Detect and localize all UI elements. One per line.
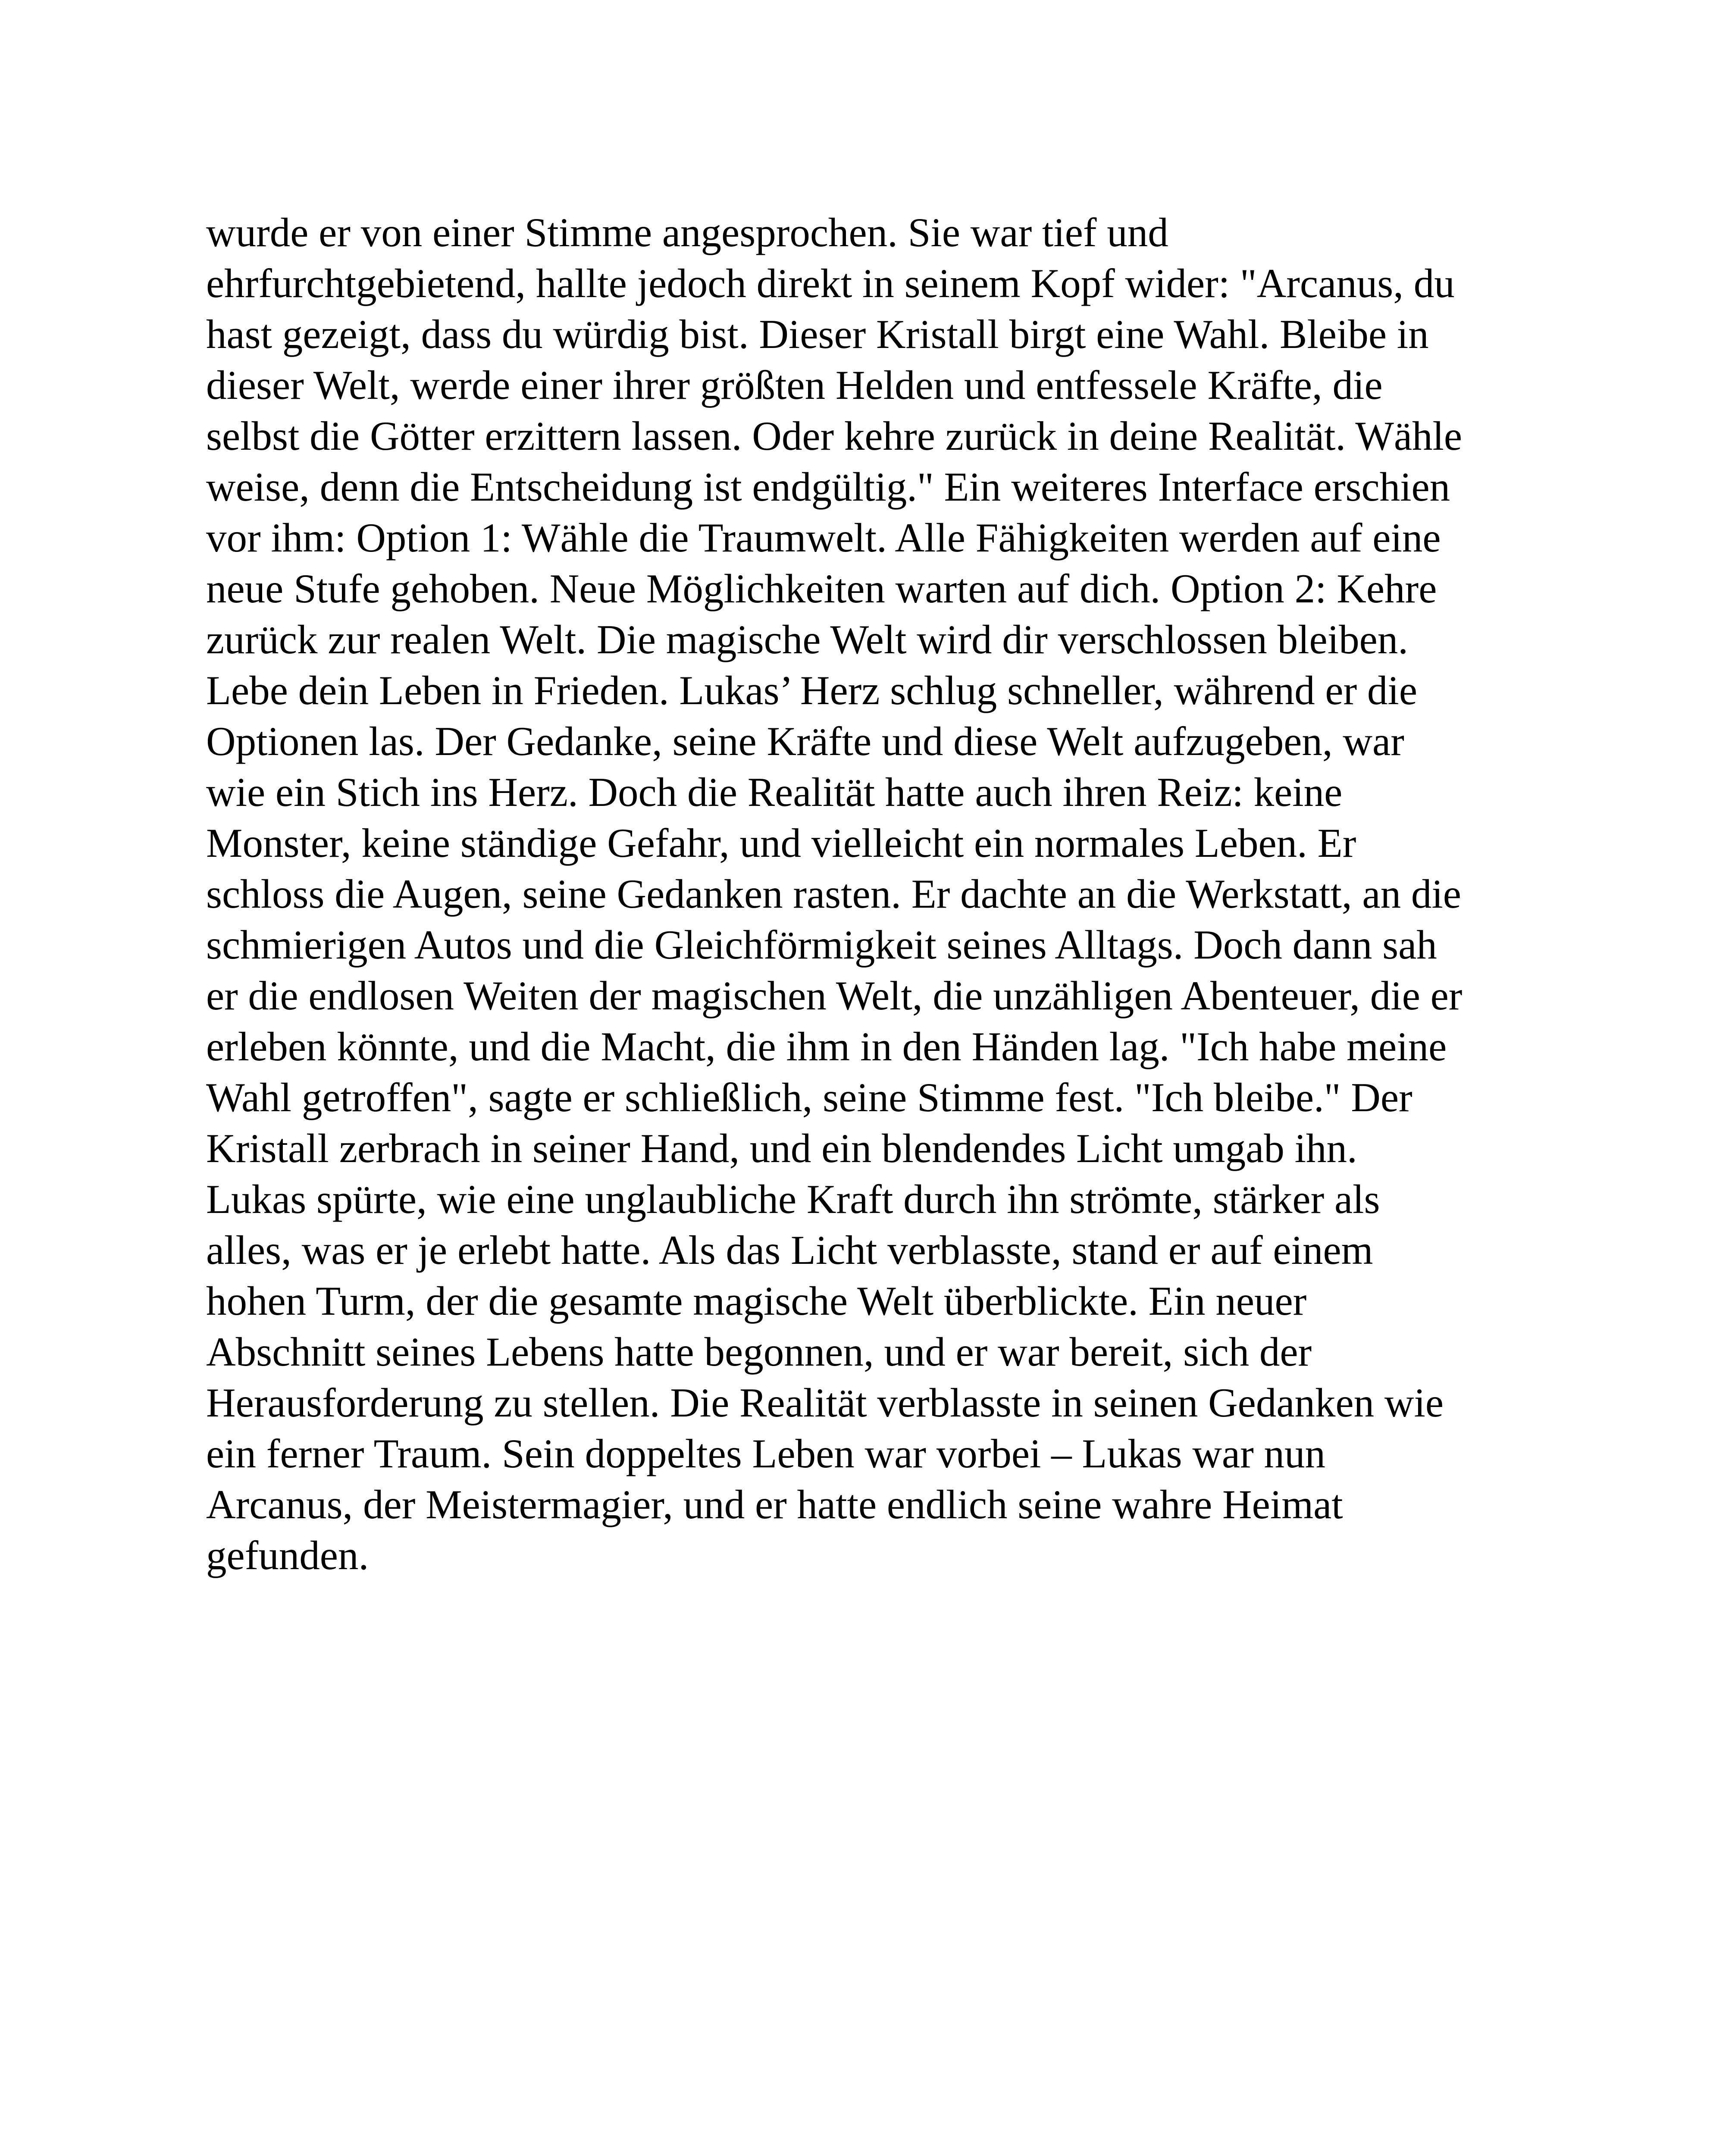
text-line: schloss die Augen, seine Gedanken rasten. Er dachte an die Werkstatt, an die <box>206 871 1461 917</box>
text-line: wurde er von einer Stimme angesprochen. Sie war tief und <box>206 210 1168 255</box>
text-line: schmierigen Autos und die Gleichförmigkeit seines Alltags. Doch dann sah <box>206 922 1437 968</box>
text-line: hast gezeigt, dass du würdig bist. Dieser Kristall birgt eine Wahl. Bleibe in <box>206 311 1429 357</box>
text-line: neue Stufe gehoben. Neue Möglichkeiten warten auf dich. Option 2: Kehre <box>206 566 1437 611</box>
text-line: zurück zur realen Welt. Die magische Welt wird dir verschlossen bleiben. <box>206 617 1409 662</box>
text-line: alles, was er je erlebt hatte. Als das Licht verblasste, stand er auf einem <box>206 1227 1373 1273</box>
text-line: Lebe dein Leben in Frieden. Lukas’ Herz schlug schneller, während er die <box>206 667 1417 713</box>
body-paragraph <box>206 207 1586 1581</box>
text-line: er die endlosen Weiten der magischen Welt, die unzähligen Abenteuer, die er <box>206 973 1463 1018</box>
text-line: Lukas spürte, wie eine unglaubliche Kraft durch ihn strömte, stärker als <box>206 1176 1380 1222</box>
text-line: erleben könnte, und die Macht, die ihm in den Händen lag. "Ich habe meine <box>206 1024 1447 1069</box>
text-line: Arcanus, der Meistermagier, und er hatte endlich seine wahre Heimat <box>206 1482 1343 1527</box>
text-line: hohen Turm, der die gesamte magische Welt überblickte. Ein neuer <box>206 1278 1307 1324</box>
text-line: Monster, keine ständige Gefahr, und vielleicht ein normales Leben. Er <box>206 820 1356 866</box>
text-line: Wahl getroffen", sagte er schließlich, seine Stimme fest. "Ich bleibe." Der <box>206 1075 1413 1120</box>
text-line: selbst die Götter erzittern lassen. Oder kehre zurück in deine Realität. Wähle <box>206 413 1463 459</box>
text-line: dieser Welt, werde einer ihrer größten Helden und entfessele Kräfte, die <box>206 362 1383 408</box>
text-line: ehrfurchtgebietend, hallte jedoch direkt in seinem Kopf wider: "Arcanus, du <box>206 260 1455 306</box>
text-line: ein ferner Traum. Sein doppeltes Leben war vorbei – Lukas war nun <box>206 1431 1325 1476</box>
text-line: weise, denn die Entscheidung ist endgültig." Ein weiteres Interface erschien <box>206 464 1450 510</box>
text-line: wie ein Stich ins Herz. Doch die Realität hatte auch ihren Reiz: keine <box>206 769 1343 815</box>
text-line: Kristall zerbrach in seiner Hand, und ein blendendes Licht umgab ihn. <box>206 1125 1357 1171</box>
text-line: Abschnitt seines Lebens hatte begonnen, und er war bereit, sich der <box>206 1329 1312 1375</box>
text-line: Herausforderung zu stellen. Die Realität verblasste in seinen Gedanken wie <box>206 1380 1444 1426</box>
text-line: vor ihm: Option 1: Wähle die Traumwelt. Alle Fähigkeiten werden auf eine <box>206 515 1441 561</box>
text-line: gefunden. <box>206 1532 369 1578</box>
text-line: Optionen las. Der Gedanke, seine Kräfte und diese Welt aufzugeben, war <box>206 718 1404 764</box>
